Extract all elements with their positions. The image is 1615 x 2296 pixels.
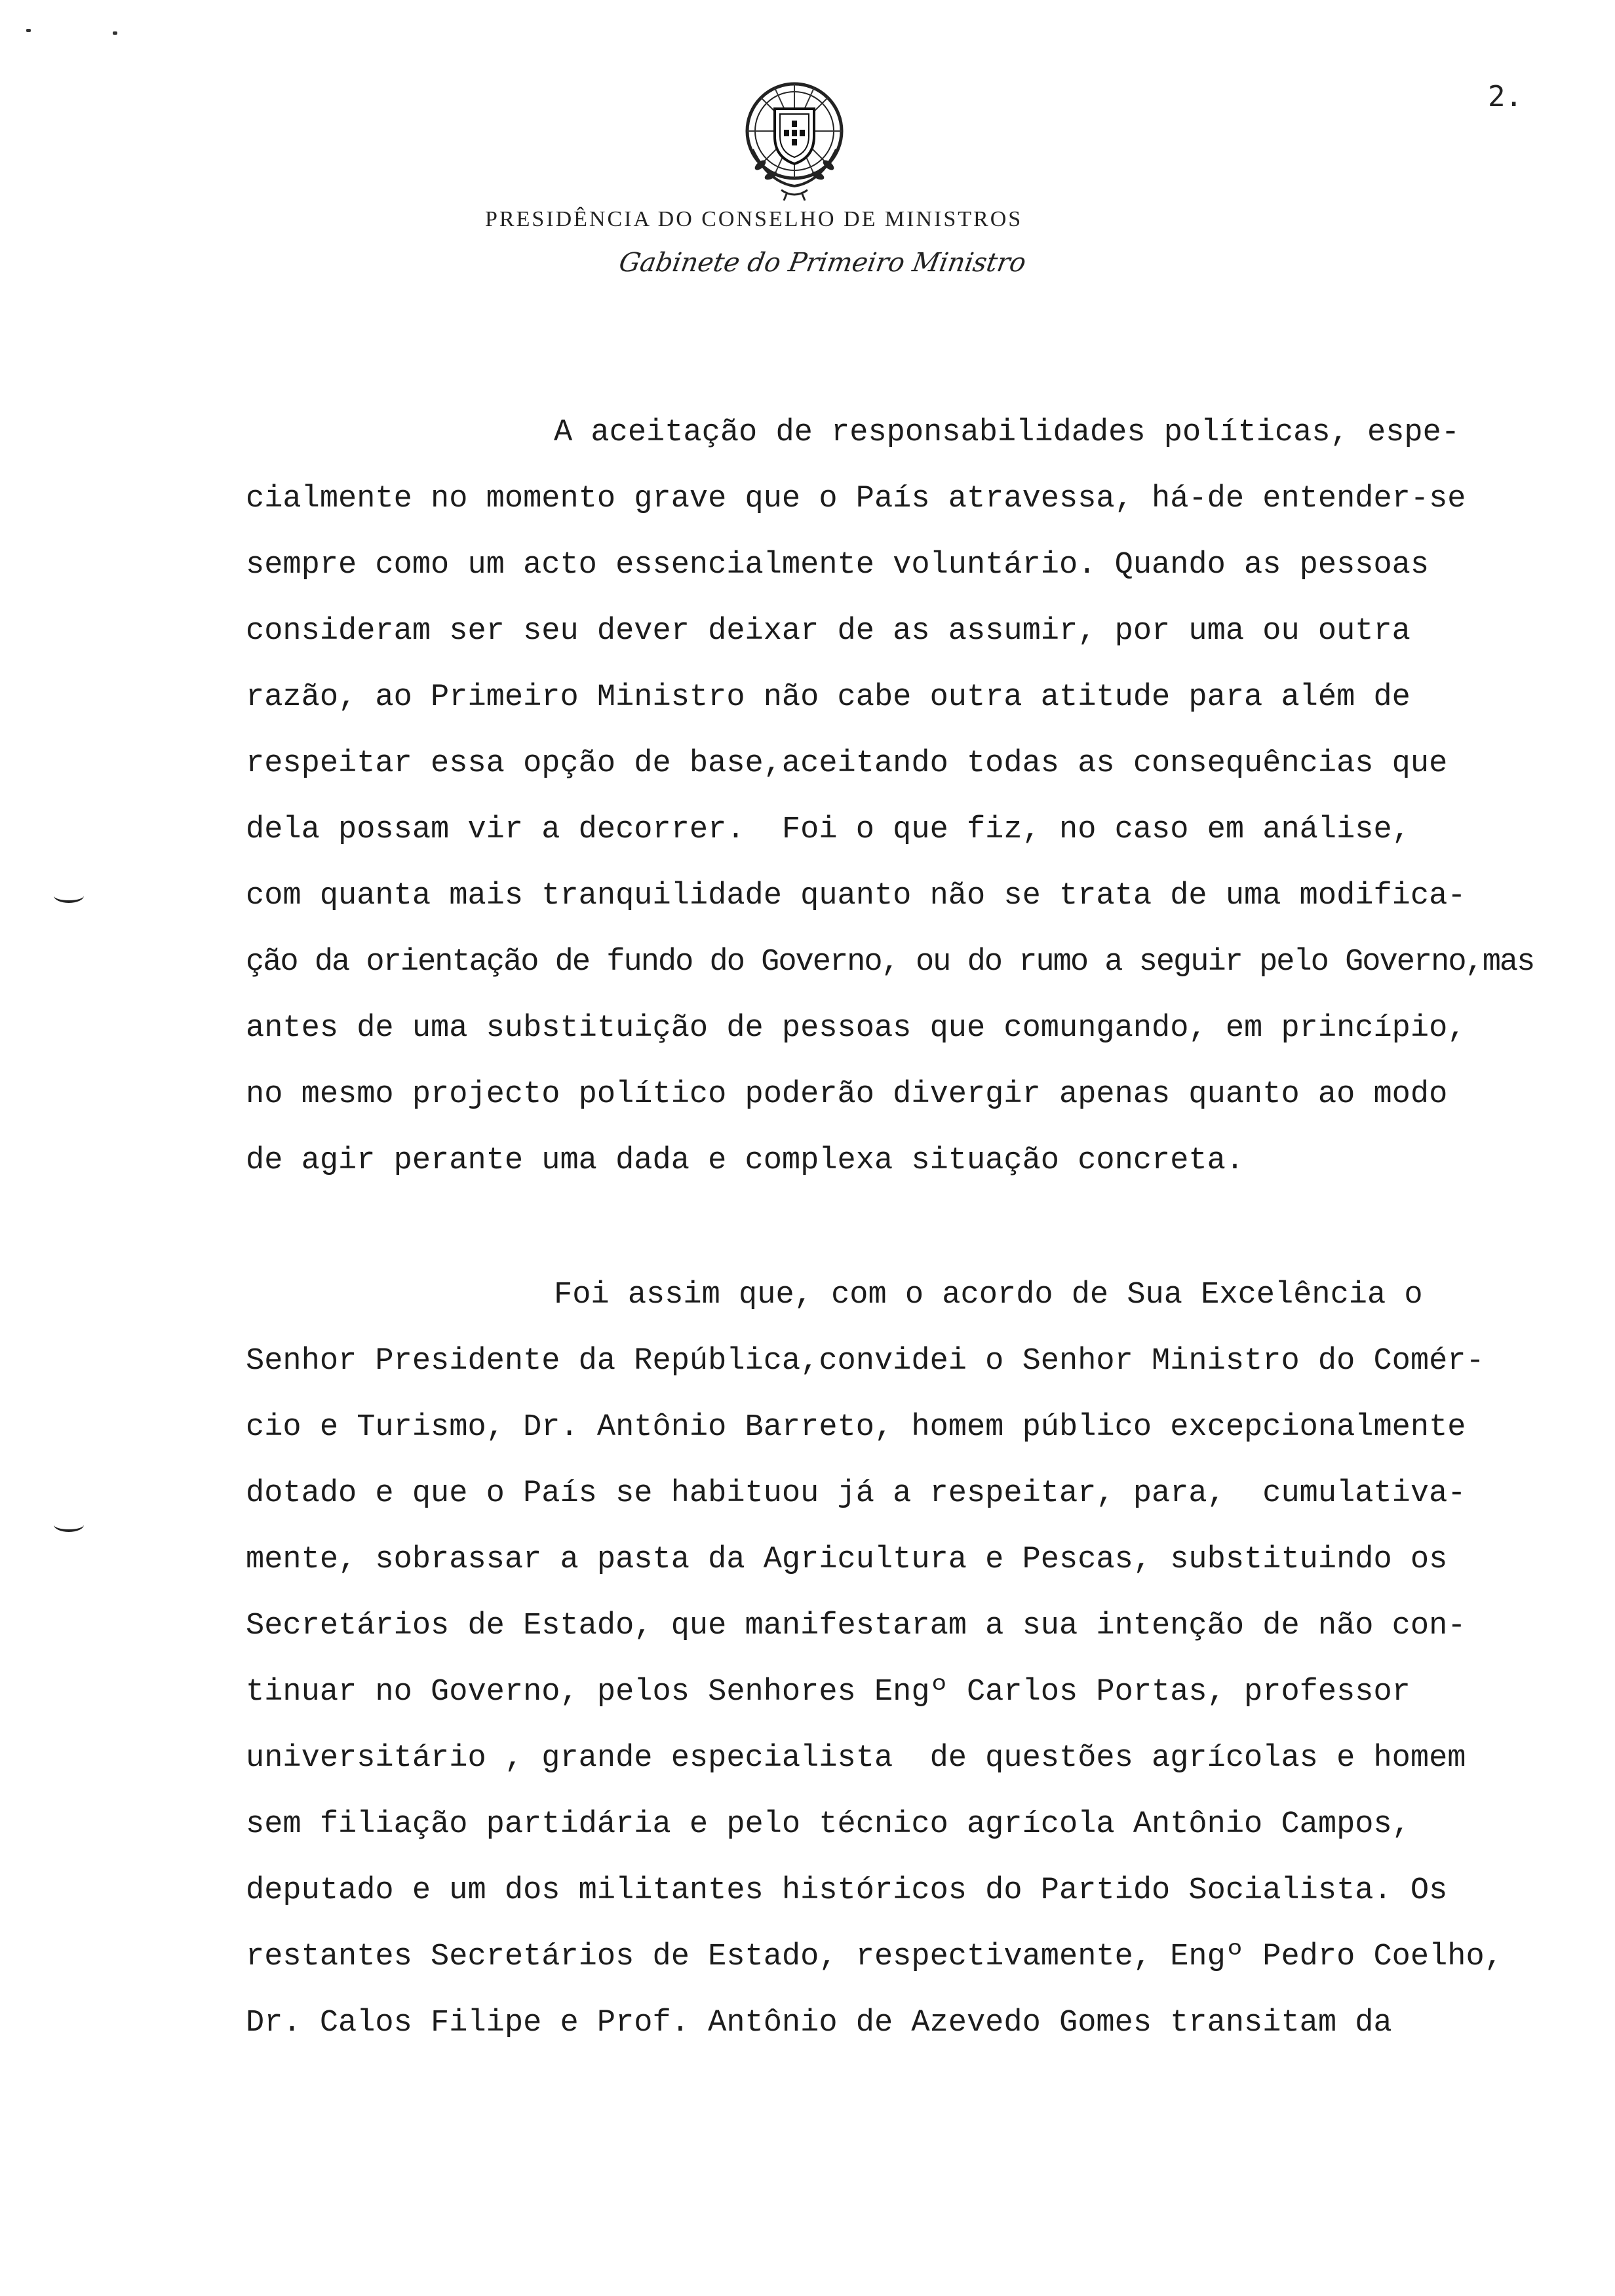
text-line: no mesmo projecto político poderão divergir apenas quanto ao modo <box>246 1077 1448 1112</box>
text-line: antes de uma substituição de pessoas que comungando, em princípio, <box>246 1011 1466 1046</box>
text-line: mente, sobrassar a pasta da Agricultura e Pescas, substituindo os <box>246 1542 1448 1577</box>
coat-of-arms-seal-icon <box>729 71 860 202</box>
letterhead-subtitle: Gabinete do Primeiro Ministro <box>616 248 1028 278</box>
text-line: Senhor Presidente da República,convidei o Senhor Ministro do Comér- <box>246 1344 1485 1379</box>
text-line: Dr. Calos Filipe e Prof. Antônio de Azevedo Gomes transitam da <box>246 2006 1392 2040</box>
text-line: cio e Turismo, Dr. Antônio Barreto, homem público excepcionalmente <box>246 1410 1466 1445</box>
text-line: cialmente no momento grave que o País atravessa, há-de entender-se <box>246 482 1466 516</box>
text-line: ção da orientação de fundo do Governo, ou do rumo a seguir pelo Governo,mas <box>246 945 1534 980</box>
text-line: universitário , grande especialista de questões agrícolas e homem <box>246 1741 1466 1776</box>
text-line: razão, ao Primeiro Ministro não cabe outra atitude para além de <box>246 680 1411 715</box>
scan-speck <box>113 31 117 35</box>
text-line: de agir perante uma dada e complexa situação concreta. <box>246 1143 1245 1178</box>
paragraph <box>246 400 1583 1194</box>
text-line: dotado e que o País se habituou já a respeitar, para, cumulativa- <box>246 1476 1466 1511</box>
text-line: respeitar essa opção de base,aceitando todas as consequências que <box>246 746 1448 781</box>
letterhead-title: PRESIDÊNCIA DO CONSELHO DE MINISTROS <box>485 207 1023 231</box>
text-line: sem filiação partidária e pelo técnico agrícola Antônio Campos, <box>246 1807 1411 1842</box>
text-line: sempre como um acto essencialmente voluntário. Quando as pessoas <box>246 548 1430 583</box>
text-line: A aceitação de responsabilidades políticas, espe- <box>554 415 1460 450</box>
text-line: consideram ser seu dever deixar de as assumir, por uma ou outra <box>246 614 1411 649</box>
text-line: com quanta mais tranquilidade quanto não se trata de uma modifica- <box>246 879 1466 913</box>
paragraph <box>246 1262 1583 2056</box>
text-line: Secretários de Estado, que manifestaram a sua intenção de não con- <box>246 1609 1466 1643</box>
text-line: Foi assim que, com o acordo de Sua Excelência o <box>554 1278 1423 1312</box>
page-number: 2. <box>1488 80 1523 113</box>
text-line: tinuar no Governo, pelos Senhores Engº Carlos Portas, professor <box>246 1675 1411 1710</box>
text-line: dela possam vir a decorrer. Foi o que fiz, no caso em análise, <box>246 813 1411 847</box>
punch-hole-mark <box>54 1518 84 1532</box>
text-line: restantes Secretários de Estado, respectivamente, Engº Pedro Coelho, <box>246 1940 1503 1974</box>
text-line: deputado e um dos militantes históricos do Partido Socialista. Os <box>246 1873 1448 1908</box>
scan-speck <box>26 29 31 32</box>
punch-hole-mark <box>54 889 84 903</box>
